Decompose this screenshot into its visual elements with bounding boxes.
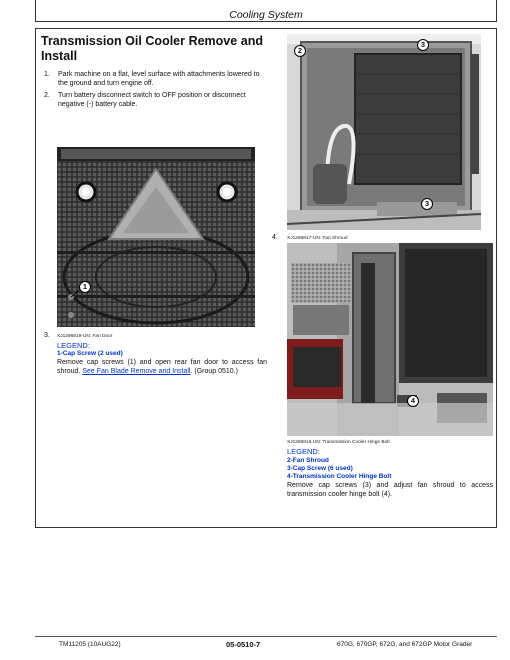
figure-caption: XJ1296818-UN: Transmission Cooler Hinge Bolt [287, 440, 390, 445]
fan-blade-link[interactable]: See Fan Blade Remove and Install [82, 368, 191, 375]
legend-item: 3-Cap Screw (6 used) [287, 465, 353, 472]
instruction-text [57, 358, 267, 376]
callout-4: 4 [407, 395, 419, 407]
step-text: Park machine on a flat, level surface with attachments lowered to the ground and turn engine off. [58, 71, 260, 87]
section-title: Cooling System [229, 9, 303, 21]
callout-3: 3 [421, 198, 433, 210]
callout-3: 3 [417, 39, 429, 51]
section-header [35, 0, 497, 22]
hinge-bolt-photo [287, 243, 493, 436]
step-number: 4. [272, 234, 278, 241]
fan-shroud-photo [287, 34, 481, 230]
instruction-text: Remove cap screws (3) and adjust fan shroud to access transmission cooler hinge bolt (4). [287, 482, 493, 498]
legend-item: 1-Cap Screw (2 used) [57, 350, 123, 357]
legend-item: 2-Fan Shroud [287, 457, 329, 464]
legend-title: LEGEND: [57, 341, 90, 350]
fan-shroud-illustration [287, 34, 481, 230]
step-item [41, 70, 269, 88]
callout-2: 2 [294, 45, 306, 57]
procedure-title: Transmission Oil Cooler Remove and Install [41, 34, 263, 63]
doc-id: TM11205 (10AUG22) [59, 641, 121, 648]
figure-caption: XJ1296817-UN: Fan Shroud [287, 236, 348, 241]
instruction-before: Remove cap screws (1) and open rear fan door to access fan shroud. [57, 359, 267, 375]
step-number: 1. [44, 71, 50, 78]
models: 670G, 670GP, 672G, and 672GP Motor Grader [337, 641, 473, 648]
page-number: 05-0510-7 [226, 640, 261, 649]
hinge-bolt-illustration [287, 243, 493, 436]
instruction-after: . (Group 0510.) [190, 368, 238, 375]
footer-rule [35, 636, 497, 637]
fan-door-photo [57, 147, 255, 327]
step-item [41, 91, 269, 109]
legend-item: 4-Transmission Cooler Hinge Bolt [287, 473, 392, 480]
steps-list [41, 70, 269, 112]
step-number: 2. [44, 92, 50, 99]
step-number: 3. [44, 332, 50, 339]
legend-title: LEGEND: [287, 447, 320, 456]
callout-1: 1 [79, 281, 91, 293]
fan-door-illustration [57, 147, 255, 327]
step-text: Turn battery disconnect switch to OFF position or disconnect negative (-) battery cable. [58, 92, 246, 108]
figure-caption: XJ1296819-UN: Fan Door [57, 334, 113, 339]
